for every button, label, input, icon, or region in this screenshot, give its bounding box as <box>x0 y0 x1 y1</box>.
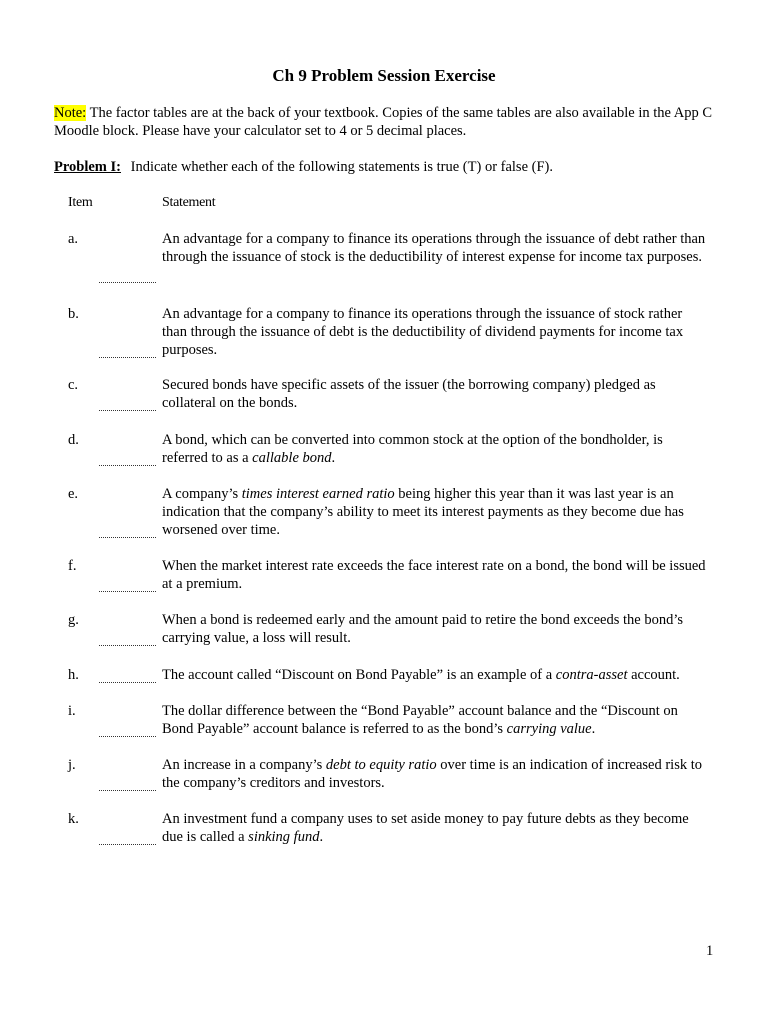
statement-segment: An increase in a company’s <box>162 757 326 773</box>
statement-text <box>162 376 707 412</box>
statement-text <box>162 756 707 792</box>
statement-text <box>162 557 707 593</box>
statement-segment: An investment fund a company uses to set aside money to pay future debts as they become due is called a <box>162 811 689 845</box>
statement-segment: When a bond is redeemed early and the amount paid to retire the bond exceeds the bond’s carrying value, a loss will result. <box>162 612 684 646</box>
answer-blank[interactable] <box>99 844 156 845</box>
item-letter: a. <box>68 231 79 247</box>
statement-segment: When the market interest rate exceeds the face interest rate on a bond, the bond will be issued at a premium. <box>162 558 706 592</box>
answer-blank[interactable] <box>99 736 156 737</box>
problem-instruction <box>54 158 714 176</box>
statement-emphasis: callable bond <box>252 450 332 466</box>
item-letter: k. <box>68 811 79 827</box>
statement-segment: An advantage for a company to finance its operations through the issuance of stock rather than through the issuance of debt is the deductibility of dividend payments for income tax purposes. <box>162 306 684 358</box>
item-letter: d. <box>68 432 79 448</box>
answer-blank[interactable] <box>99 591 156 592</box>
item-letter: j. <box>68 757 76 773</box>
statement-column-header: Statement <box>162 195 216 210</box>
item-letter: i. <box>68 703 76 719</box>
statement-emphasis: contra-asset <box>555 667 628 683</box>
statement-text <box>162 485 707 539</box>
statement-emphasis: carrying value <box>506 721 592 737</box>
statement-emphasis: times interest earned ratio <box>241 486 395 502</box>
statement-text <box>162 305 707 359</box>
answer-blank[interactable] <box>99 465 156 466</box>
answer-blank[interactable] <box>99 645 156 646</box>
item-letter: g. <box>68 612 79 628</box>
answer-blank[interactable] <box>99 790 156 791</box>
statement-text <box>162 431 707 467</box>
answer-blank[interactable] <box>99 537 156 538</box>
statement-segment: . <box>591 721 596 737</box>
answer-blank[interactable] <box>99 357 156 358</box>
statement-emphasis: debt to equity ratio <box>325 757 437 773</box>
answer-blank[interactable] <box>99 682 156 683</box>
answer-blank[interactable] <box>99 410 156 411</box>
item-letter: e. <box>68 486 79 502</box>
item-letter: f. <box>68 558 77 574</box>
answer-blank[interactable] <box>99 282 156 283</box>
statement-segment: over time is an indication of increased risk to the company’s creditors and investors. <box>162 757 702 791</box>
statement-segment: A company’s <box>162 486 242 502</box>
item-column-header: Item <box>68 195 93 210</box>
statement-text <box>162 810 707 846</box>
item-letter: c. <box>68 377 79 393</box>
problem-label: Problem I: <box>54 159 121 175</box>
page-title: Ch 9 Problem Session Exercise <box>272 66 496 85</box>
statement-text <box>162 702 707 738</box>
statement-segment: . <box>331 450 336 466</box>
statement-segment: An advantage for a company to finance its operations through the issuance of debt rather than through the issuance of stock is the deductibility of interest expense for income tax purposes. <box>162 231 706 265</box>
statement-segment: The dollar difference between the “Bond Payable” account balance and the “Discount on Bond Payable” account balance is referred to as the bond’s <box>162 703 678 737</box>
statement-emphasis: sinking fund <box>248 829 320 845</box>
statement-segment: account. <box>627 667 680 683</box>
statement-text <box>162 611 707 647</box>
statement-segment: Secured bonds have specific assets of the issuer (the borrowing company) pledged as collateral on the bonds. <box>162 377 656 411</box>
note-label: Note: <box>54 105 87 121</box>
item-letter: h. <box>68 667 79 683</box>
note-paragraph <box>54 104 714 140</box>
page-number: 1 <box>706 943 714 959</box>
problem-text: Indicate whether each of the following statements is true (T) or false (F). <box>130 159 553 175</box>
statement-text <box>162 230 707 266</box>
statement-segment: . <box>319 829 324 845</box>
statement-segment: A bond, which can be converted into common stock at the option of the bondholder, is referred to as a <box>162 432 663 466</box>
statement-text <box>162 666 707 684</box>
statement-segment: The account called “Discount on Bond Payable” is an example of a <box>162 667 556 683</box>
note-text: The factor tables are at the back of your textbook. Copies of the same tables are also available in the App C Moodle block. Please have your calculator set to 4 or 5 decimal places. <box>54 105 713 139</box>
item-letter: b. <box>68 306 79 322</box>
statement-segment: being higher this year than it was last year is an indication that the company’s ability to meet its interest payments as they become due has worsened over time. <box>162 486 684 538</box>
